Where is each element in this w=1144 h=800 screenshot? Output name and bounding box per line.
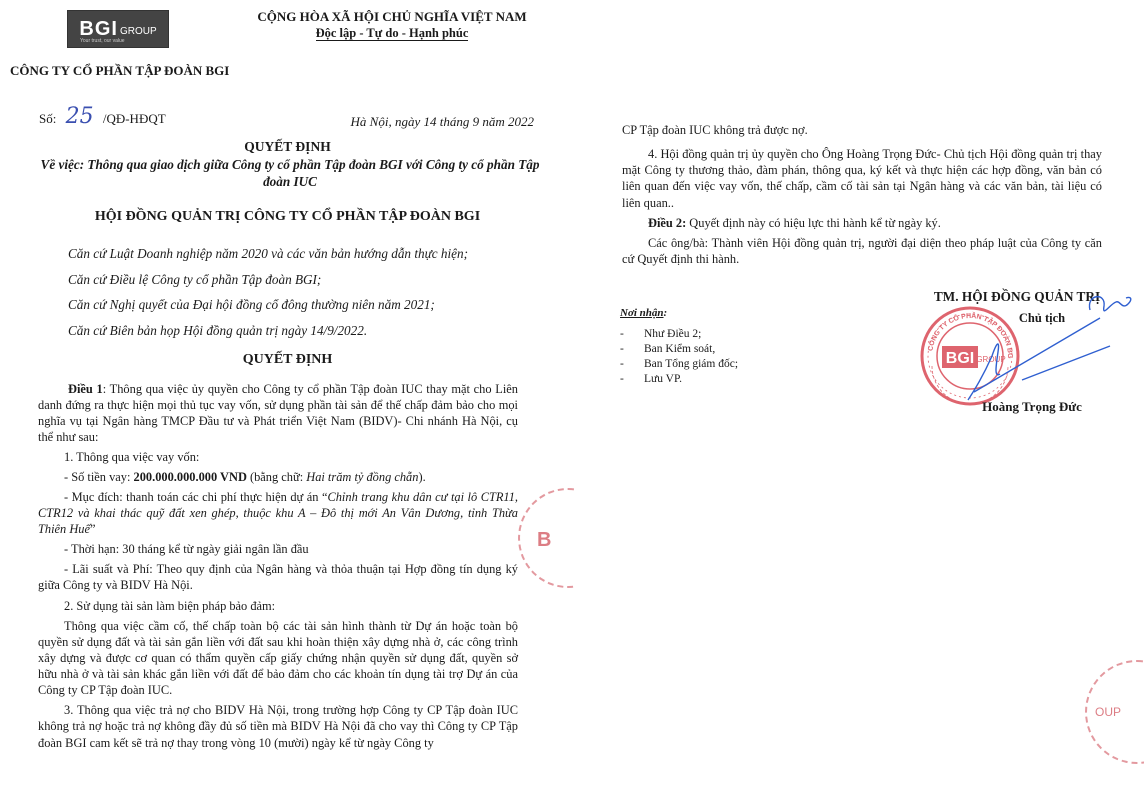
- document-subject: Về việc: Thông qua giao dịch giữa Công ty cổ phần Tập đoàn BGI với Công ty cổ phần Tập đoàn IUC: [40, 157, 540, 190]
- seal-ring-text: CÔNG TY CỔ PHẦN TẬP ĐOÀN BG: [927, 312, 1014, 359]
- number-suffix: /QĐ-HĐQT: [102, 111, 166, 126]
- partial-stamp-letter: B: [537, 529, 552, 551]
- signature-position: Chủ tịch: [1018, 311, 1066, 325]
- page-2-body: [622, 122, 1102, 267]
- purpose-project: Chỉnh trang khu dân cư tại lô CTR11, CTR12 và khai thác quỹ đất xen ghép, thuộc khu A – Đô thị mới An Vân Dương, tỉnh Thừa Thiên Huế: [38, 489, 518, 536]
- loan-amount-line: [38, 469, 518, 485]
- recipients-label-text: Nơi nhận: [620, 307, 664, 319]
- rate-line: - Lãi suất và Phí: Theo quy định của Ngân hàng và thỏa thuận tại Hợp đồng tín dụng ký giữa Công ty và BIDV Hà Nội.: [38, 562, 518, 593]
- handwritten-number: 25: [65, 104, 94, 129]
- legal-basis: Căn cứ Biên bản họp Hội đồng quản trị ngày 14/9/2022.: [68, 323, 368, 339]
- logo-tagline: Your trust, our value: [80, 37, 125, 44]
- article-2: [622, 215, 1102, 231]
- number-label: Số:: [39, 111, 57, 126]
- national-motto: [222, 25, 562, 41]
- section-2-heading: 2. Sử dụng tài sản làm biện pháp bảo đảm:: [64, 598, 276, 613]
- legal-basis: Căn cứ Nghị quyết của Đại hội đồng cổ đông thường niên năm 2021;: [68, 297, 435, 313]
- loan-words-suffix: ).: [418, 469, 426, 484]
- recipients-colon: :: [663, 307, 668, 319]
- loan-words: Hai trăm tỷ đồng chẵn: [306, 469, 419, 484]
- execution-clause: Các ông/bà: Thành viên Hội đồng quản trị, người đại diện theo pháp luật của Công ty căn cứ Quyết định thi hành.: [622, 235, 1102, 266]
- collateral-paragraph: Thông qua việc cầm cố, thế chấp toàn bộ các tài sản hình thành từ Dự án hoặc toàn bộ quyền sử dụng đất và tài sản gắn liền với đất sau khi hoàn thiện xây dựng nhà ở, các công trình xây dựng và được cơ quan có thẩm quyền cấp giấy chứng nhận quyền sử dụng đất, quyền sở hữu nhà ở và tài sản khác gắn liền với đất để bảo đảm cho các khoản tín dụng tài trợ Dự án của Công ty CP Tập đoàn IUC.: [38, 618, 518, 698]
- section-3-paragraph: 3. Thông qua việc trả nợ cho BIDV Hà Nội, trong trường hợp Công ty CP Tập đoàn IUC không trả nợ hoặc trả nợ không đầy đủ số tiền mà BIDV Hà Nội đã cho vay thì Công ty CP Tập đoàn BGI cam kết sẽ trả nợ thay trong vòng 10 (mười) ngày kể từ ngày Công ty: [38, 703, 518, 750]
- issuer-heading: HỘI ĐỒNG QUẢN TRỊ CÔNG TY CỔ PHẦN TẬP ĐOÀN BGI: [94, 209, 481, 224]
- logo-suffix: GROUP: [119, 25, 157, 37]
- partial-stamp-text: OUP: [1095, 705, 1122, 719]
- recipients-list: [620, 327, 850, 388]
- recipient-item: - Lưu VP.: [620, 372, 850, 387]
- section-4-paragraph: 4. Hội đồng quản trị ủy quyền cho Ông Hoàng Trọng Đức- Chủ tịch Hội đồng quản trị thay mặt Công ty thương thảo, đàm phán, thông qua, ký kết và thực hiện các hợp đồng, văn bản có liên quan đến việc vay vốn, thế chấp, cầm cố tài sản tại Ngân hàng và các văn bản, tài liệu có liên quan..: [622, 147, 1102, 210]
- term-line: - Thời hạn: 30 tháng kể từ ngày giải ngân lần đầu: [64, 542, 309, 557]
- article-2-text: Quyết định này có hiệu lực thi hành kể từ ngày ký.: [686, 215, 941, 230]
- signature-on-behalf: TM. HỘI ĐỒNG QUẢN TRỊ: [933, 289, 1101, 304]
- recipients-label: [620, 306, 850, 322]
- logo-text: BGI: [79, 17, 118, 40]
- section-3-continuation: CP Tập đoàn IUC không trả được nợ.: [622, 123, 808, 137]
- legal-basis: Căn cứ Luật Doanh nghiệp năm 2020 và các văn bản hướng dẫn thực hiện;: [68, 246, 469, 261]
- article-1-intro: [38, 381, 518, 446]
- loan-words-prefix: (bằng chữ:: [246, 469, 307, 484]
- purpose-suffix: ”: [89, 522, 96, 536]
- company-seal: [910, 288, 1018, 404]
- section-1-heading: 1. Thông qua việc vay vốn:: [64, 449, 200, 464]
- article-1-intro-text: : Thông qua việc ủy quyền cho Công ty cổ phần Tập đoàn IUC thay mặt cho Liên danh đứng ra thực hiện mọi thủ tục vay vốn, sử dụng phần tài sản để thế chấp đảm bảo cho mọi nghĩa vụ tại Ngân hàng TMCP Đầu tư và Phát triển Việt Nam (BIDV)- Chi nhánh Hà Nội, cụ thể như sau:: [38, 382, 519, 445]
- national-title: CỘNG HÒA XÃ HỘI CHỦ NGHĨA VIỆT NAM: [257, 9, 527, 24]
- legal-bases: [68, 245, 468, 341]
- place-date: Hà Nội, ngày 14 tháng 9 năm 2022: [350, 114, 534, 129]
- recipient-item: - Ban Tổng giám đốc;: [620, 357, 850, 372]
- recipient-item: - Ban Kiểm soát,: [620, 342, 850, 357]
- company-logo: [67, 10, 169, 48]
- purpose-prefix: - Mục đích: thanh toán các chi phí thực hiện dự án “: [64, 489, 328, 504]
- document-number: [39, 106, 166, 129]
- article-2-label: Điều 2:: [648, 215, 687, 230]
- seal-main-text: BGI: [945, 350, 975, 367]
- company-name: CÔNG TY CỔ PHẦN TẬP ĐOÀN BGI: [10, 63, 230, 78]
- motto-text: Độc lập - Tự do - Hạnh phúc: [315, 26, 469, 40]
- recipients-block: [620, 306, 850, 388]
- loan-amount: 200.000.000.000 VND: [133, 469, 247, 484]
- purpose-line: [38, 489, 518, 537]
- seal-suffix-text: GROUP: [976, 355, 1006, 364]
- legal-basis: Căn cứ Điều lệ Công ty cổ phần Tập đoàn BGI;: [68, 271, 322, 287]
- recipient-item: - Như Điều 2;: [620, 327, 850, 342]
- document-title: QUYẾT ĐỊNH: [244, 139, 331, 154]
- article-1-label: Điều 1: [68, 382, 103, 396]
- loan-prefix: - Số tiền vay:: [64, 469, 134, 484]
- document-page-2: [575, 0, 1144, 800]
- decision-heading: QUYẾT ĐỊNH: [242, 352, 333, 367]
- signer-name: Hoàng Trọng Đức: [982, 399, 1082, 414]
- article-1: [38, 381, 518, 751]
